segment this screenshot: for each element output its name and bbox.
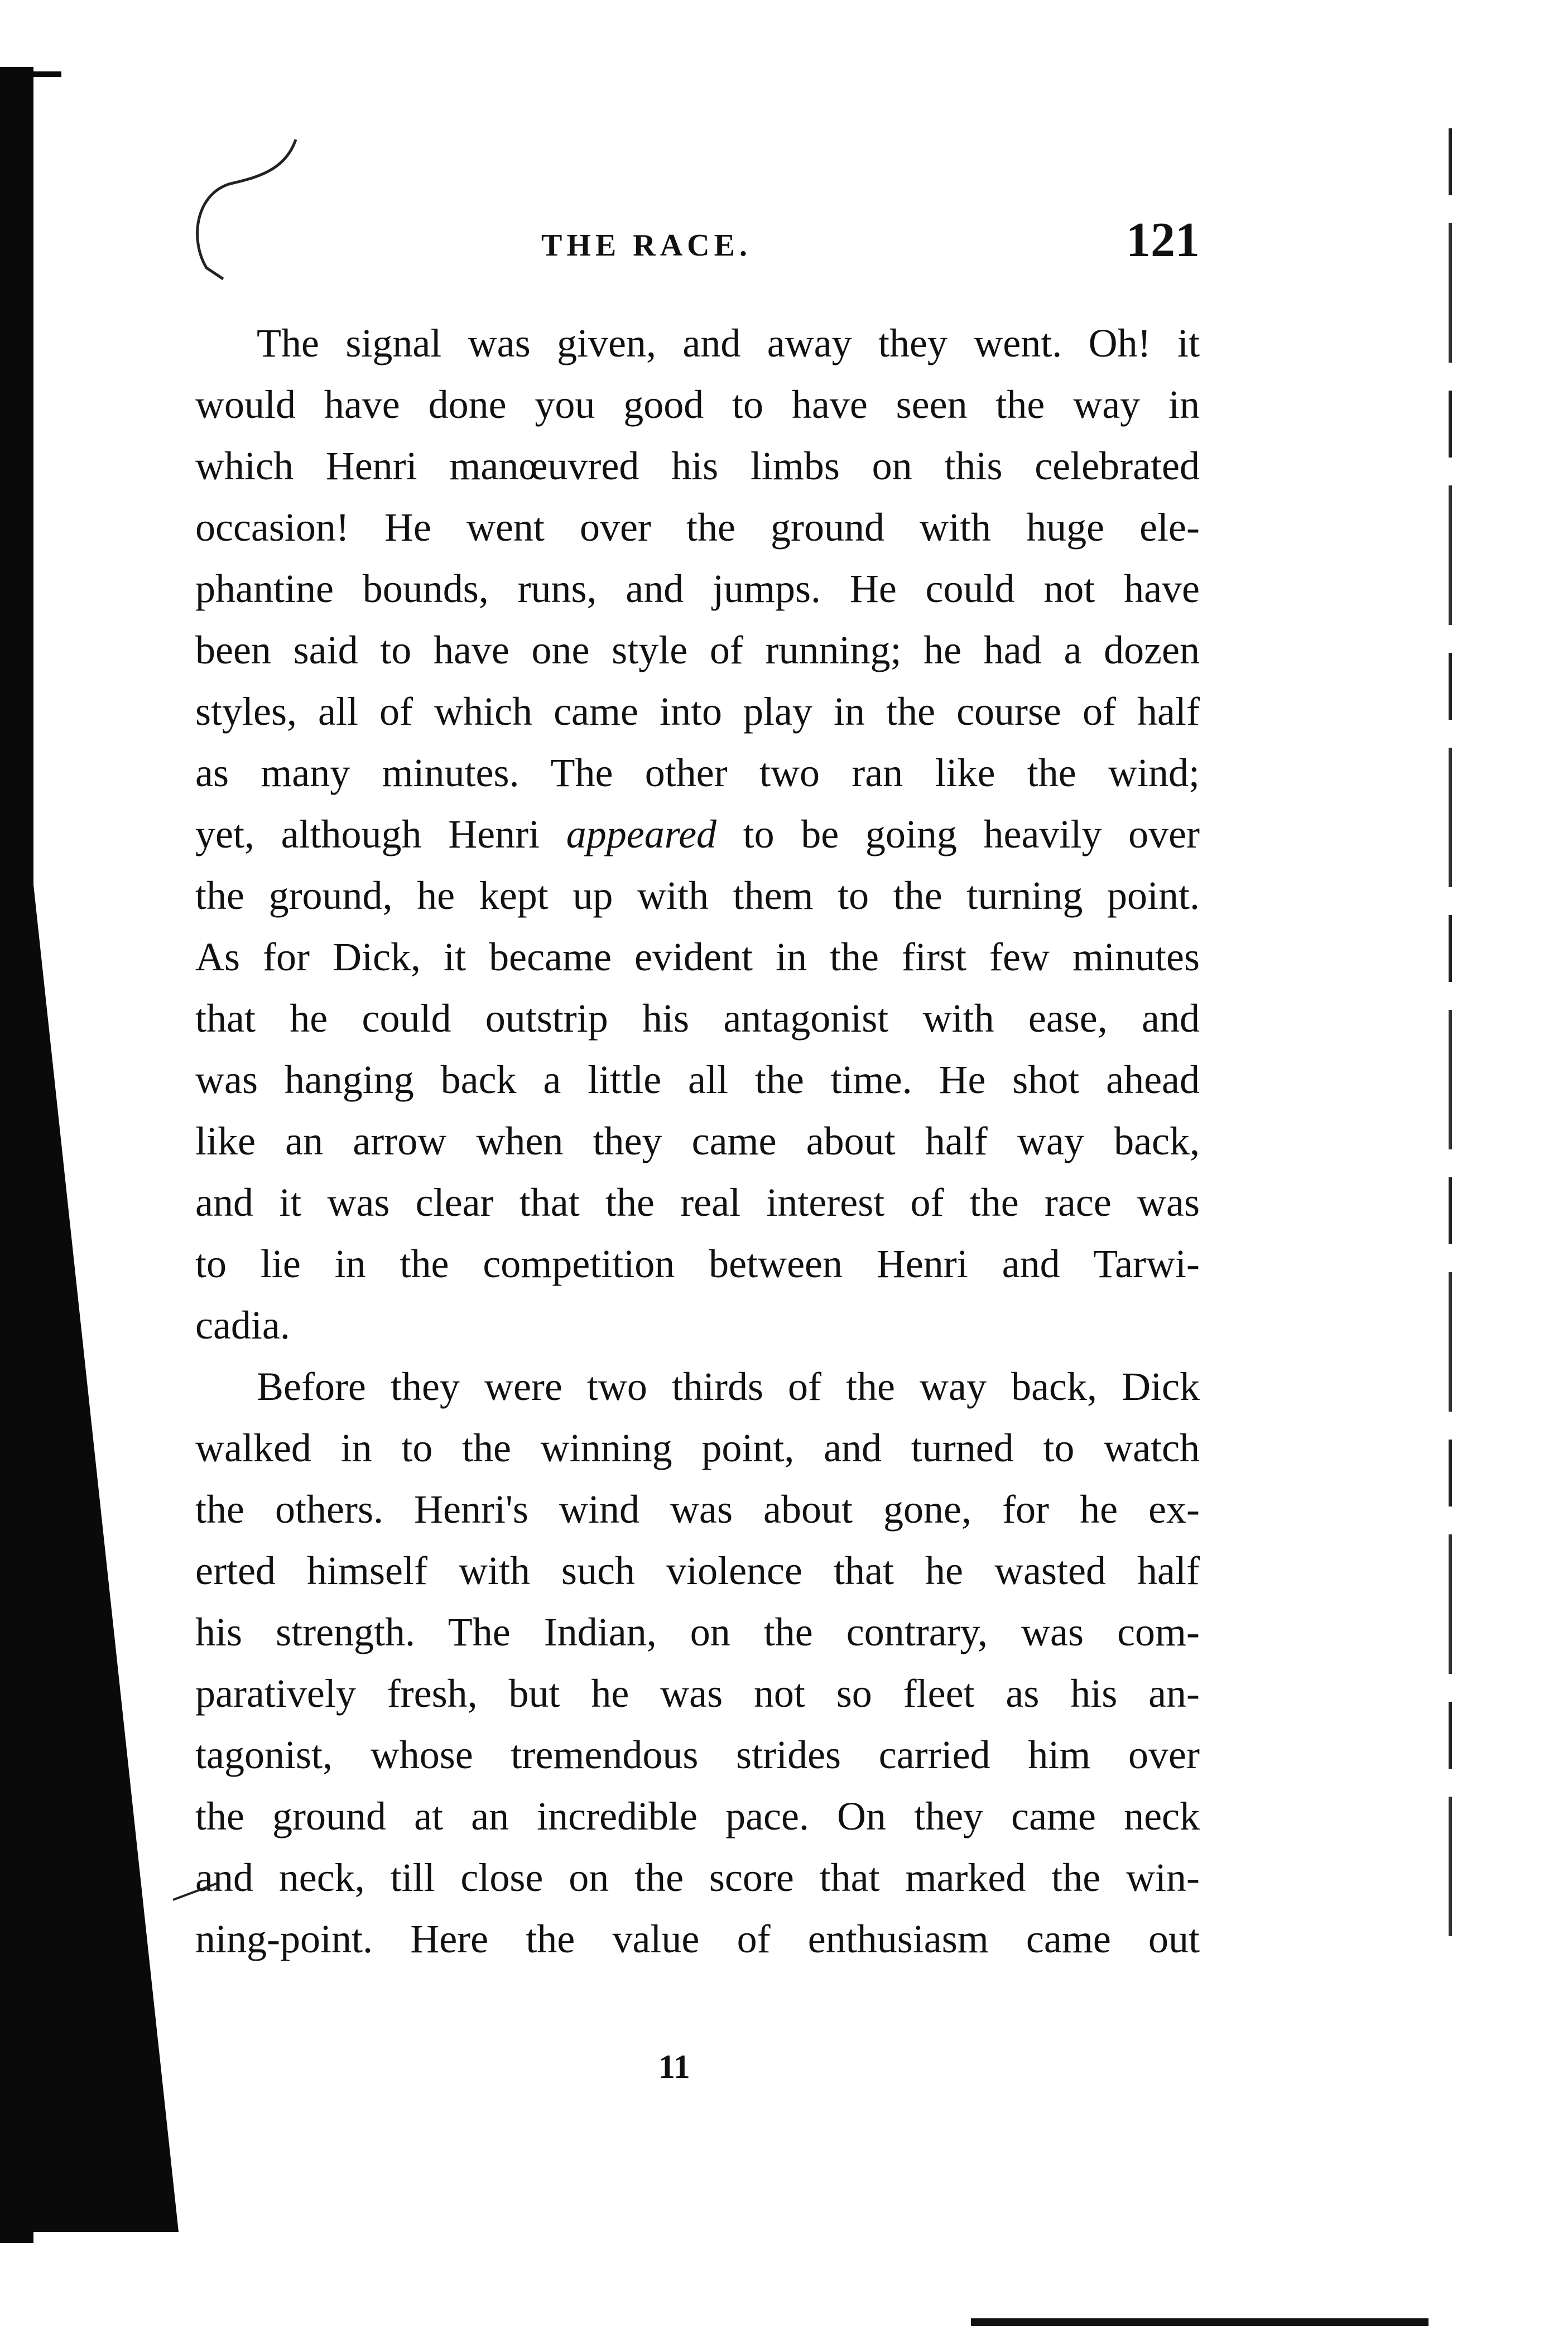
text-line: would have done you good to have seen the way in bbox=[195, 382, 1200, 427]
text-line: been said to have one style of running; he had a dozen bbox=[195, 628, 1200, 672]
running-head: THE RACE. bbox=[541, 228, 752, 263]
text-line: tagonist, whose tremendous strides carried him over bbox=[195, 1732, 1200, 1777]
body-text bbox=[195, 312, 1200, 1970]
text-line: paratively fresh, but he was not so fleet as his an- bbox=[195, 1671, 1200, 1716]
margin-check-mark bbox=[170, 1880, 220, 1903]
page-header bbox=[195, 212, 1200, 279]
text-line: Before they were two thirds of the way back, Dick bbox=[257, 1364, 1200, 1409]
paragraph bbox=[195, 312, 1200, 1356]
text-run: to be going heavily over bbox=[716, 812, 1200, 856]
text-line: ning-point. Here the value of enthusiasm came out bbox=[195, 1917, 1200, 1961]
text-line: erted himself with such violence that he wasted half bbox=[195, 1548, 1200, 1593]
text-line: and it was clear that the real interest of the race was bbox=[195, 1180, 1200, 1225]
text-line: which Henri manœuvred his limbs on this celebrated bbox=[195, 444, 1200, 488]
text-line: that he could outstrip his antagonist with ease, and bbox=[195, 996, 1200, 1041]
italic-emphasis: appeared bbox=[566, 812, 717, 856]
page-binding-top bbox=[0, 71, 61, 77]
text-line: As for Dick, it became evident in the first few minutes bbox=[195, 935, 1200, 979]
text-line: the others. Henri's wind was about gone, for he ex- bbox=[195, 1487, 1200, 1532]
text-line: cadia. bbox=[195, 1303, 290, 1347]
page-bottom-edge bbox=[971, 2318, 1428, 2326]
text-line: occasion! He went over the ground with huge ele- bbox=[195, 505, 1200, 550]
text-line: The signal was given, and away they went. Oh! it bbox=[257, 321, 1200, 365]
page-number: 121 bbox=[1126, 213, 1200, 267]
text-line: the ground at an incredible pace. On they came neck bbox=[195, 1794, 1200, 1838]
text-line: as many minutes. The other two ran like the wind; bbox=[195, 750, 1200, 795]
text-line: his strength. The Indian, on the contrary, was com- bbox=[195, 1610, 1200, 1654]
text-line: and neck, till close on the score that marked the win- bbox=[195, 1855, 1200, 1900]
text-run: yet, although Henri bbox=[195, 812, 566, 856]
text-line: the ground, he kept up with them to the turning point. bbox=[195, 873, 1200, 918]
page-binding-taper bbox=[22, 781, 179, 2232]
text-line: phantine bounds, runs, and jumps. He could not have bbox=[195, 566, 1200, 611]
text-line: like an arrow when they came about half way back, bbox=[195, 1119, 1200, 1163]
text-line: walked in to the winning point, and turned to watch bbox=[195, 1426, 1200, 1470]
signature-mark: 11 bbox=[658, 2048, 690, 2085]
page-right-edge bbox=[1449, 128, 1452, 1942]
text-line-with-italic bbox=[195, 803, 1200, 865]
text-line: was hanging back a little all the time. He shot ahead bbox=[195, 1057, 1200, 1102]
text-line: to lie in the competition between Henri and Tarwi- bbox=[195, 1241, 1200, 1286]
paragraph bbox=[195, 1356, 1200, 1970]
text-line: styles, all of which came into play in the course of half bbox=[195, 689, 1200, 734]
